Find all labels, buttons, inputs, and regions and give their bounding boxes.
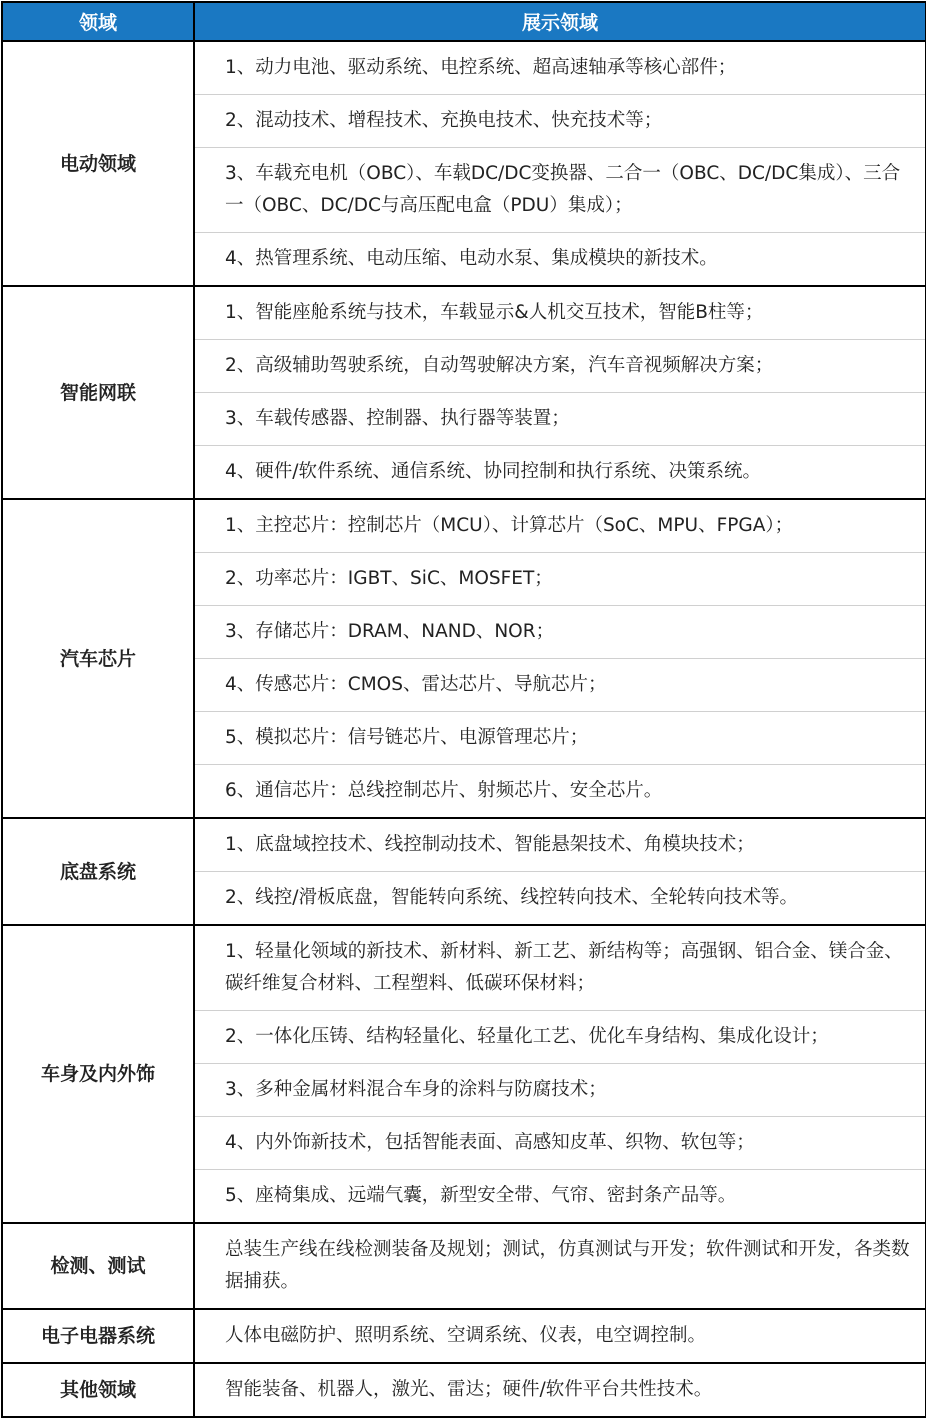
category-cell: 电动领域 (2, 41, 194, 286)
exhibit-item: 4、内外饰新技术，包括智能表面、高感知皮革、织物、软包等； (194, 1117, 926, 1170)
exhibit-item: 3、车载传感器、控制器、执行器等装置； (194, 393, 926, 446)
table-row (2, 1309, 926, 1363)
table-row (2, 818, 926, 872)
category-cell: 车身及内外饰 (2, 925, 194, 1223)
exhibit-item: 2、一体化压铸、结构轻量化、轻量化工艺、优化车身结构、集成化设计； (194, 1011, 926, 1064)
exhibit-item: 2、混动技术、增程技术、充换电技术、快充技术等； (194, 95, 926, 148)
exhibit-item: 1、动力电池、驱动系统、电控系统、超高速轴承等核心部件； (194, 41, 926, 95)
category-cell: 电子电器系统 (2, 1309, 194, 1363)
category-cell: 智能网联 (2, 286, 194, 499)
exhibit-item: 3、车载充电机（OBC）、车载DC/DC变换器、二合一（OBC、DC/DC集成）、三合一（OBC、DC/DC与高压配电盒（PDU）集成）； (194, 148, 926, 233)
exhibit-item: 2、功率芯片：IGBT、SiC、MOSFET； (194, 553, 926, 606)
table-row (2, 286, 926, 340)
exhibit-item: 2、线控/滑板底盘，智能转向系统、线控转向技术、全轮转向技术等。 (194, 872, 926, 926)
exhibit-item: 4、传感芯片：CMOS、雷达芯片、导航芯片； (194, 659, 926, 712)
table-header-row (2, 2, 926, 41)
exhibit-item: 3、多种金属材料混合车身的涂料与防腐技术； (194, 1064, 926, 1117)
category-cell: 检测、测试 (2, 1223, 194, 1309)
table-row (2, 1363, 926, 1417)
exhibit-item: 4、热管理系统、电动压缩、电动水泵、集成模块的新技术。 (194, 233, 926, 287)
exhibit-item: 智能装备、机器人，激光、雷达；硬件/软件平台共性技术。 (194, 1363, 926, 1417)
header-exhibit-area: 展示领域 (194, 2, 926, 41)
exhibit-item: 人体电磁防护、照明系统、空调系统、仪表，电空调控制。 (194, 1309, 926, 1363)
category-cell: 汽车芯片 (2, 499, 194, 818)
table-row (2, 1223, 926, 1309)
header-domain: 领域 (2, 2, 194, 41)
exhibit-item: 4、硬件/软件系统、通信系统、协同控制和执行系统、决策系统。 (194, 446, 926, 500)
exhibit-item: 总装生产线在线检测装备及规划；测试，仿真测试与开发；软件测试和开发，各类数据捕获。 (194, 1223, 926, 1309)
exhibit-item: 1、轻量化领域的新技术、新材料、新工艺、新结构等；高强钢、铝合金、镁合金、碳纤维复合材料、工程塑料、低碳环保材料； (194, 925, 926, 1011)
table-row (2, 41, 926, 95)
exhibit-item: 3、存储芯片：DRAM、NAND、NOR； (194, 606, 926, 659)
exhibit-item: 1、底盘域控技术、线控制动技术、智能悬架技术、角模块技术； (194, 818, 926, 872)
exhibit-item: 1、智能座舱系统与技术，车载显示&人机交互技术，智能B柱等； (194, 286, 926, 340)
table-row (2, 925, 926, 1011)
exhibit-item: 5、模拟芯片：信号链芯片、电源管理芯片； (194, 712, 926, 765)
category-cell: 底盘系统 (2, 818, 194, 925)
exhibit-item: 1、主控芯片：控制芯片（MCU）、计算芯片（SoC、MPU、FPGA）； (194, 499, 926, 553)
exhibit-item: 6、通信芯片：总线控制芯片、射频芯片、安全芯片。 (194, 765, 926, 819)
exhibit-item: 2、高级辅助驾驶系统，自动驾驶解决方案，汽车音视频解决方案； (194, 340, 926, 393)
exhibit-item: 5、座椅集成、远端气囊，新型安全带、气帘、密封条产品等。 (194, 1170, 926, 1224)
exhibition-areas-table (1, 1, 926, 1418)
category-cell: 其他领域 (2, 1363, 194, 1417)
table-row (2, 499, 926, 553)
